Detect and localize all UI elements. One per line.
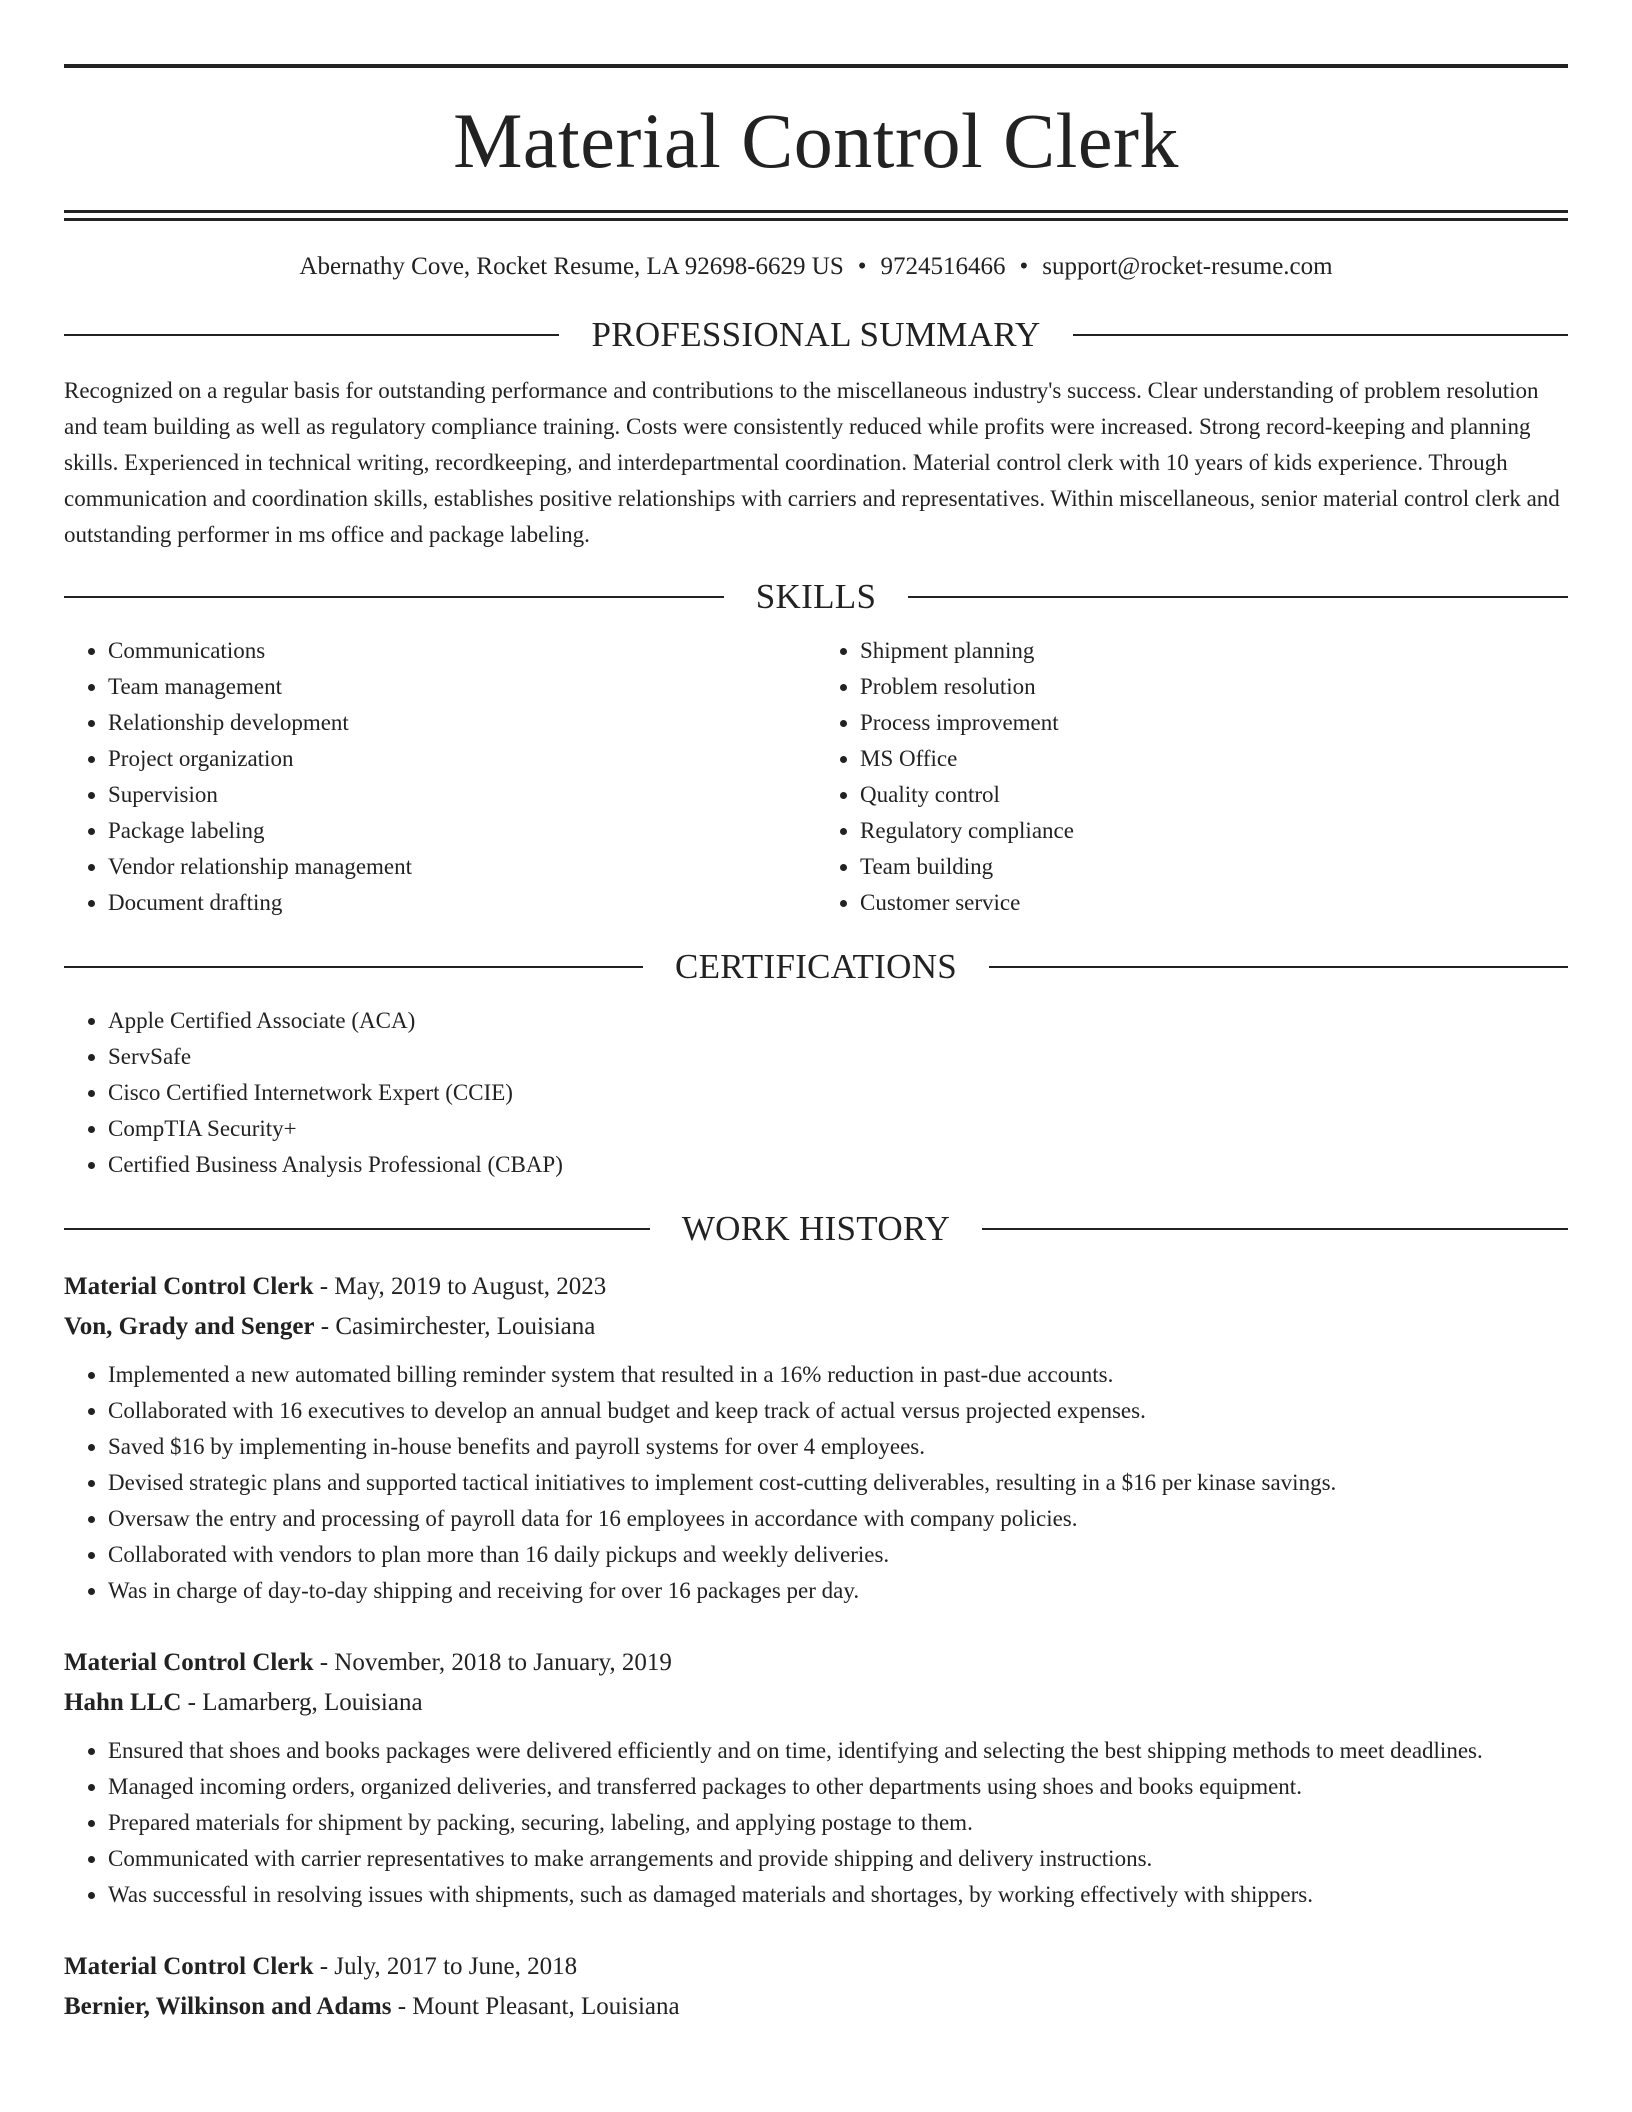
skills-column-left [64, 633, 816, 921]
certifications-bullets [64, 1003, 1568, 1183]
skill-item: • Communications [108, 633, 816, 669]
job-company-line [64, 1307, 1568, 1347]
skill-item: • Process improvement [860, 705, 1568, 741]
work-history-list [64, 1267, 1568, 2027]
job-dates: - November, 2018 to January, 2019 [313, 1649, 672, 1676]
skills-column-right [816, 633, 1568, 921]
job-dates: - May, 2019 to August, 2023 [313, 1273, 607, 1300]
job-title-line [64, 1267, 1568, 1307]
certification-item: • Certified Business Analysis Professional (CBAP) [108, 1147, 1568, 1183]
divider-line [64, 966, 643, 968]
section-title-skills: SKILLS [755, 577, 877, 616]
certification-item: • Cisco Certified Internetwork Expert (CCIE) [108, 1075, 1568, 1111]
job-title-line [64, 1947, 1568, 1987]
skill-item: • MS Office [860, 741, 1568, 777]
job-bullet: • Ensured that shoes and books packages were delivered efficiently and on time, identifying and selecting the best shipping methods to meet deadlines. [108, 1733, 1568, 1769]
certification-item: • ServSafe [108, 1039, 1568, 1075]
job-bullet: • Devised strategic plans and supported tactical initiatives to implement cost-cutting deliverables, resulting in a $16 per kinase savings. [108, 1465, 1568, 1501]
job-location: - Casimirchester, Louisiana [314, 1313, 596, 1340]
skill-item: • Team building [860, 849, 1568, 885]
job-entry [64, 1267, 1568, 1609]
skill-item: • Supervision [108, 777, 816, 813]
certifications-list [64, 1003, 1568, 1183]
job-bullet: • Oversaw the entry and processing of payroll data for 16 employees in accordance with company policies. [108, 1501, 1568, 1537]
job-bullet: • Managed incoming orders, organized deliveries, and transferred packages to other departments using shoes and books equipment. [108, 1769, 1568, 1805]
skill-item: • Quality control [860, 777, 1568, 813]
contact-separator: • [1019, 253, 1029, 280]
certification-item: • CompTIA Security+ [108, 1111, 1568, 1147]
skill-item: • Team management [108, 669, 816, 705]
divider-line [64, 1228, 650, 1230]
skill-item: • Package labeling [108, 813, 816, 849]
job-company: Hahn LLC [64, 1689, 182, 1716]
job-company-line [64, 1987, 1568, 2027]
contact-email: support@rocket-resume.com [1042, 253, 1333, 280]
top-rule [64, 64, 1568, 68]
divider-line [64, 596, 724, 598]
divider-line [982, 1228, 1568, 1230]
job-company-line [64, 1683, 1568, 1723]
section-title-certifications: CERTIFICATIONS [674, 947, 958, 986]
section-header-certifications [64, 945, 1568, 989]
divider-line [908, 596, 1568, 598]
job-company: Von, Grady and Senger [64, 1313, 315, 1340]
skill-item: • Shipment planning [860, 633, 1568, 669]
skill-item: • Regulatory compliance [860, 813, 1568, 849]
title-double-rule [64, 210, 1568, 221]
job-bullet: • Was in charge of day-to-day shipping and receiving for over 16 packages per day. [108, 1573, 1568, 1609]
divider-line [989, 966, 1568, 968]
contact-line [64, 251, 1568, 283]
job-bullet: • Communicated with carrier representatives to make arrangements and provide shipping and delivery instructions. [108, 1841, 1568, 1877]
skill-item: • Document drafting [108, 885, 816, 921]
job-bullets [64, 1357, 1568, 1609]
resume-title: Material Control Clerk [453, 97, 1179, 184]
job-title: Material Control Clerk [64, 1953, 314, 1980]
job-bullets [64, 1733, 1568, 1913]
skills-list [64, 633, 1568, 921]
skill-item: • Relationship development [108, 705, 816, 741]
section-header-skills [64, 575, 1568, 619]
job-title-line [64, 1643, 1568, 1683]
contact-address: Abernathy Cove, Rocket Resume, LA 92698-6629 US [299, 253, 844, 280]
job-entry [64, 1643, 1568, 1913]
job-company: Bernier, Wilkinson and Adams [64, 1993, 392, 2020]
job-bullet: • Implemented a new automated billing reminder system that resulted in a 16% reduction in past-due accounts. [108, 1357, 1568, 1393]
certification-item: • Apple Certified Associate (ACA) [108, 1003, 1568, 1039]
job-dates: - July, 2017 to June, 2018 [313, 1953, 578, 1980]
skill-item: • Project organization [108, 741, 816, 777]
resume-page [64, 0, 1568, 2027]
job-title: Material Control Clerk [64, 1649, 314, 1676]
contact-separator: • [857, 253, 867, 280]
divider-line [1073, 334, 1568, 336]
job-bullet: • Saved $16 by implementing in-house benefits and payroll systems for over 4 employees. [108, 1429, 1568, 1465]
job-bullet: • Collaborated with vendors to plan more than 16 daily pickups and weekly deliveries. [108, 1537, 1568, 1573]
skill-item: • Vendor relationship management [108, 849, 816, 885]
divider-line [64, 334, 559, 336]
section-header-summary [64, 313, 1568, 357]
job-bullet: • Prepared materials for shipment by packing, securing, labeling, and applying postage to them. [108, 1805, 1568, 1841]
skill-item: • Customer service [860, 885, 1568, 921]
job-title: Material Control Clerk [64, 1273, 314, 1300]
section-title-summary: PROFESSIONAL SUMMARY [591, 315, 1041, 354]
contact-phone: 9724516466 [880, 253, 1006, 280]
job-location: - Mount Pleasant, Louisiana [391, 1993, 680, 2020]
job-location: - Lamarberg, Louisiana [181, 1689, 423, 1716]
job-bullet: • Was successful in resolving issues with shipments, such as damaged materials and shortages, by working effectively with shippers. [108, 1877, 1568, 1913]
section-header-work-history [64, 1207, 1568, 1251]
job-bullet: • Collaborated with 16 executives to develop an annual budget and keep track of actual versus projected expenses. [108, 1393, 1568, 1429]
summary-text: Recognized on a regular basis for outstanding performance and contributions to the miscellaneous industry's success. Clear understanding of problem resolution and team building as well as regulatory compliance training. Costs were consistently reduced while profits were increased. Strong record-keeping and planning skills. Experienced in technical writing, recordkeeping, and interdepartmental coordination. Material control clerk with 10 years of kids experience. Through communication and coordination skills, establishes positive relationships with carriers and representatives. Within miscellaneous, senior material control clerk and outstanding performer in ms office and package labeling. [64, 378, 1560, 547]
skill-item: • Problem resolution [860, 669, 1568, 705]
section-title-work-history: WORK HISTORY [681, 1209, 951, 1248]
job-entry [64, 1947, 1568, 2027]
